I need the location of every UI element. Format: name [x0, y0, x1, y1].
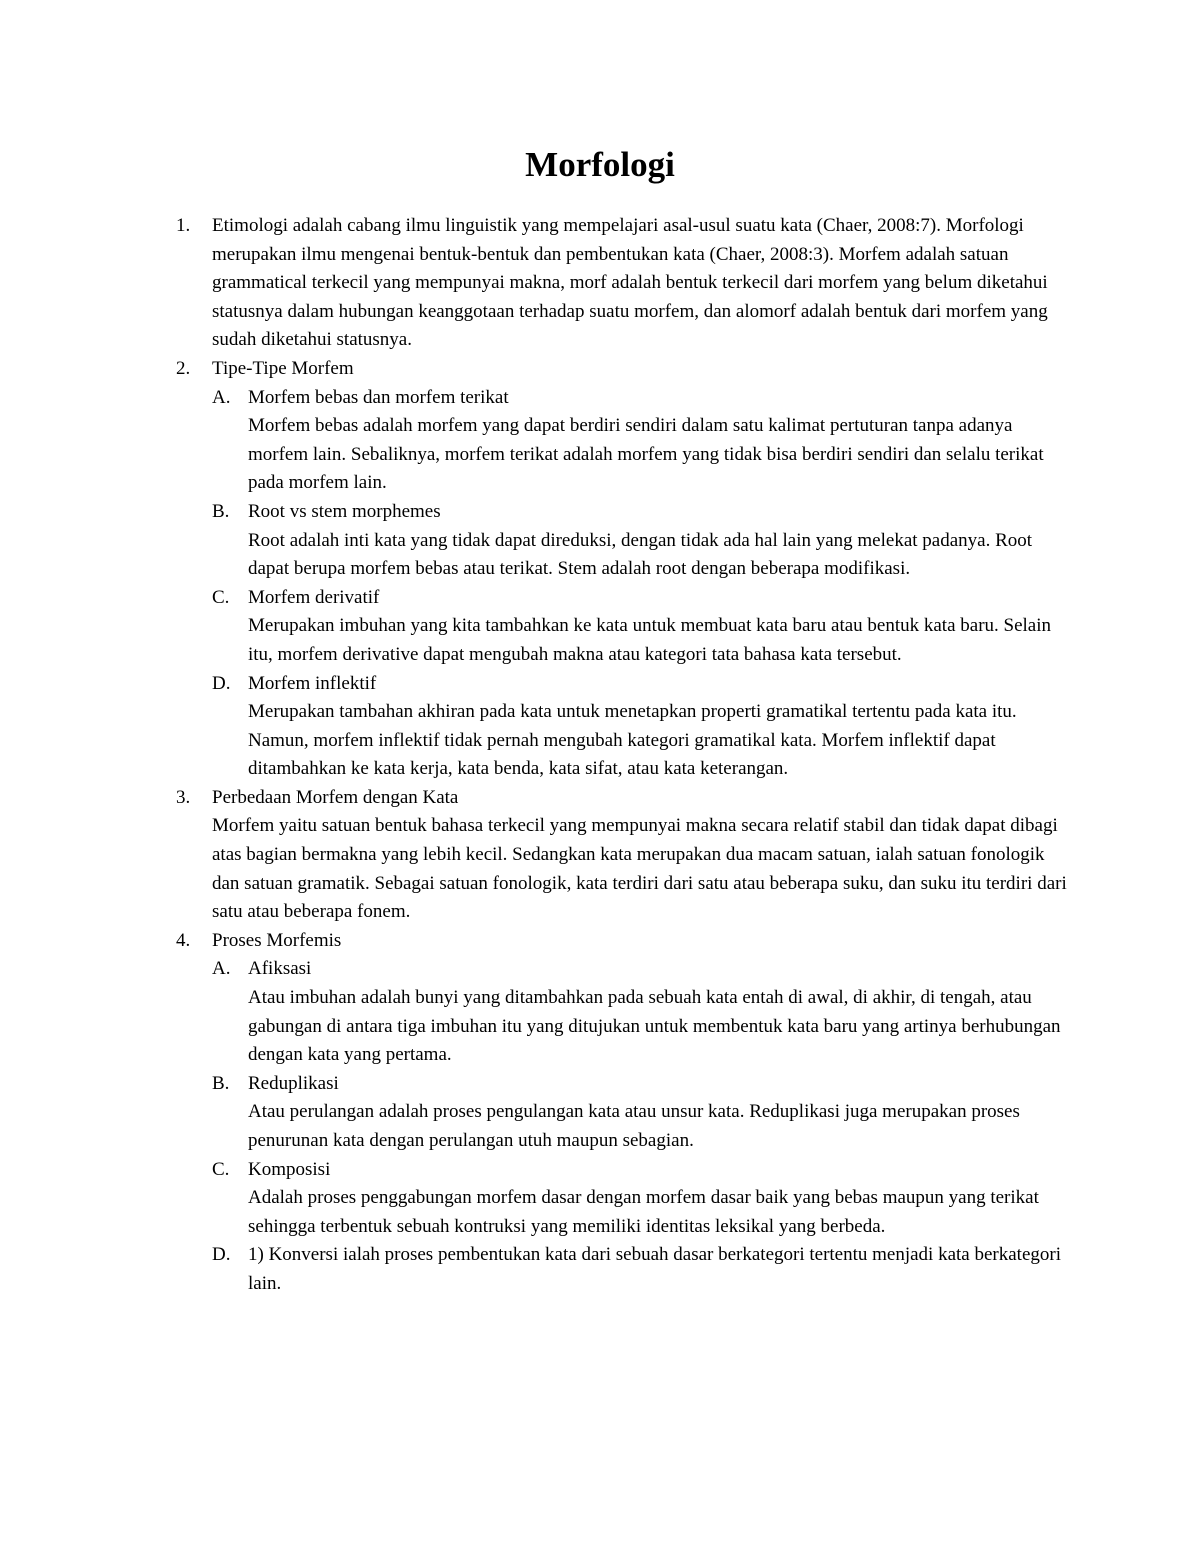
sub-item-4a: [212, 955, 1076, 1069]
sub-item-2d: [212, 670, 1076, 784]
list-item-1: [176, 212, 1076, 355]
sub-item-letter: A.: [212, 958, 231, 980]
sub-item-heading: Reduplikasi: [248, 1072, 339, 1094]
sub-item-4c: [212, 1156, 1076, 1242]
sub-item-heading: Morfem inflektif: [248, 672, 377, 694]
item-number: 4.: [176, 929, 191, 951]
sub-item-text: Root adalah inti kata yang tidak dapat direduksi, dengan tidak ada hal lain yang melekat padanya. Root dapat berupa morfem bebas atau terikat. Stem adalah root dengan beberapa modifikasi.: [248, 529, 1033, 580]
sub-item-heading: Root vs stem morphemes: [248, 500, 441, 522]
sub-item-heading: Morfem derivatif: [248, 586, 380, 608]
document-body: [176, 212, 1076, 1299]
sub-item-letter: B.: [212, 500, 230, 522]
item-heading: Proses Morfemis: [212, 929, 342, 951]
sub-item-letter: D.: [212, 672, 231, 694]
item-number: 2.: [176, 357, 191, 379]
sub-item-text: Merupakan imbuhan yang kita tambahkan ke kata untuk membuat kata baru atau bentuk kata baru. Selain itu, morfem derivative dapat mengubah makna atau kategori tata bahasa kata tersebut.: [248, 615, 1052, 665]
sub-item-heading: Morfem bebas dan morfem terikat: [248, 386, 509, 408]
sub-item-letter: B.: [212, 1072, 230, 1094]
list-item-4: [176, 927, 1076, 1299]
item-number: 3.: [176, 786, 191, 808]
page-title: Morfologi: [525, 145, 675, 184]
sub-item-4d: [212, 1241, 1076, 1298]
list-item-2: [176, 355, 1076, 784]
sub-item-2b: [212, 498, 1076, 584]
sub-item-heading: Komposisi: [248, 1158, 331, 1180]
sub-item-letter: C.: [212, 1158, 230, 1180]
sub-item-text: Adalah proses penggabungan morfem dasar dengan morfem dasar baik yang bebas maupun yang terikat sehingga terbentuk sebuah kontruksi yang memiliki identitas leksikal yang berbeda.: [248, 1187, 1039, 1237]
sub-item-letter: D.: [212, 1244, 231, 1266]
sub-item-text: Morfem bebas adalah morfem yang dapat berdiri sendiri dalam satu kalimat pertuturan tanpa adanya morfem lain. Sebaliknya, morfem terikat adalah morfem yang tidak bisa berdiri sendiri dan selalu terikat pada morfem lain.: [248, 415, 1044, 494]
sub-item-2a: [212, 384, 1076, 498]
item-heading: Tipe-Tipe Morfem: [212, 357, 354, 379]
sub-item-text: Atau imbuhan adalah bunyi yang ditambahkan pada sebuah kata entah di awal, di akhir, di tengah, atau gabungan di antara tiga imbuhan itu yang ditujukan untuk membentuk kata baru yang artinya berhubungan dengan kata yang pertama.: [248, 987, 1061, 1066]
sub-item-text: Atau perulangan adalah proses pengulangan kata atau unsur kata. Reduplikasi juga merupakan proses penurunan kata dengan perulangan utuh maupun sebagian.: [248, 1101, 1020, 1151]
sub-item-heading: Afiksasi: [248, 958, 312, 980]
sub-item-2c: [212, 584, 1076, 670]
sub-item-letter: A.: [212, 386, 231, 408]
list-item-3: [176, 784, 1076, 927]
item-paragraph: Etimologi adalah cabang ilmu linguistik yang mempelajari asal-usul suatu kata (Chaer, 2008:7). Morfologi merupakan ilmu mengenai bentuk-bentuk dan pembentukan kata (Chaer, 2008:3). Morfem adalah satuan grammatical terkecil yang mempunyai makna, morf adalah bentuk terkecil dari morfem yang belum diketahui statusnya dalam hubungan keanggotaan terhadap suatu morfem, dan alomorf adalah bentuk dari morfem yang sudah diketahui statusnya.: [212, 215, 1048, 351]
sub-item-letter: C.: [212, 586, 230, 608]
item-paragraph: Morfem yaitu satuan bentuk bahasa terkecil yang mempunyai makna secara relatif stabil dan tidak dapat dibagi atas bagian bermakna yang lebih kecil. Sedangkan kata merupakan dua macam satuan, ialah satuan fonologik dan satuan gramatik. Sebagai satuan fonologik, kata terdiri dari satu atau beberapa suku, dan suku itu terdiri dari satu atau beberapa fonem.: [212, 815, 1067, 923]
item-heading: Perbedaan Morfem dengan Kata: [212, 786, 459, 808]
item-number: 1.: [176, 215, 191, 236]
sub-item-text: Merupakan tambahan akhiran pada kata untuk menetapkan properti gramatikal tertentu pada kata itu. Namun, morfem inflektif tidak pernah mengubah kategori gramatikal kata. Morfem inflektif dapat ditambahkan ke kata kerja, kata benda, kata sifat, atau kata keterangan.: [248, 701, 1017, 780]
sub-item-text: 1) Konversi ialah proses pembentukan kata dari sebuah dasar berkategori tertentu menjadi kata berkategori lain.: [248, 1244, 1061, 1294]
sub-item-4b: [212, 1070, 1076, 1156]
